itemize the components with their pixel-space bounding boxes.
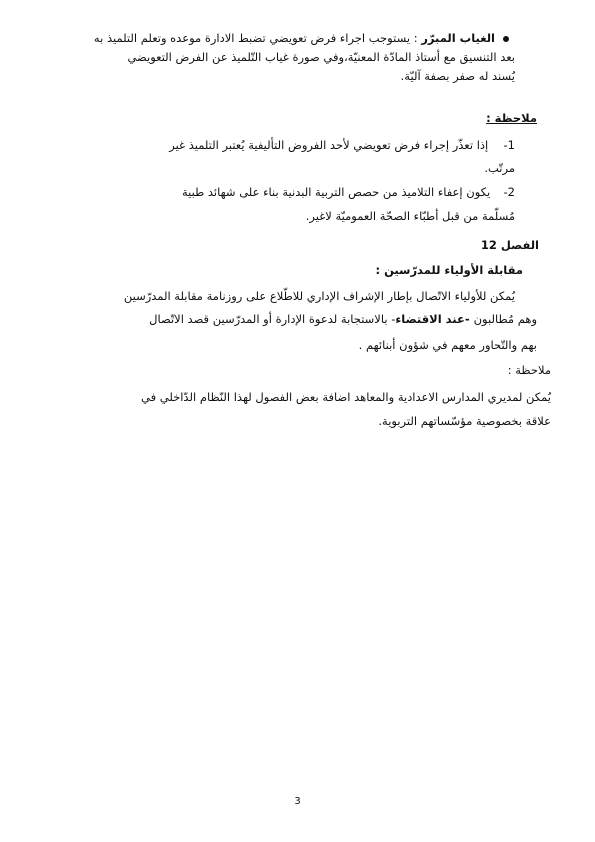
emphasis-when-needed: -عند الاقتضاء: [395, 312, 474, 326]
absence-text-1: يستوجب اجراء فرض تعويضي تضبط الادارة موعده وتعلم التلميذ به: [93, 31, 411, 45]
note1-item-2: [0, 184, 595, 200]
absence-line-3: يُسند له صفر بصفة آليّة.: [400, 69, 515, 83]
note1-item-2-continuation: مُسلّمة من قبل أطبّاء الصحّة العموميّة لاغير.: [305, 209, 515, 223]
absence-line-2: بعد التنسيق مع أستاذ المادّة المعنيّة،وفي صورة غياب التّلميذ عن الفرض التعويضي: [127, 50, 515, 64]
chapter-subtitle: مقابلة الأولياء للمدرّسين :: [375, 263, 523, 277]
note2-line-1: يُمكن لمديري المدارس الاعدادية والمعاهد اضافة بعض الفصول لهذا النّظام الدّاخلي في: [141, 390, 551, 404]
chapter-para-line-2: وهم مُطالبون -عند الاقتضاء- بالاستجابة لدعوة الإدارة أو المدرّسين قصد الاتّصال: [149, 312, 537, 326]
note1-item-1-continuation: مرتّب.: [484, 161, 515, 175]
chapter-para-line-3: بهم والتّحاور معهم في شؤون أبنائهم .: [358, 338, 537, 352]
note-heading-1: ملاحظة :: [486, 111, 537, 125]
note1-item-2-number: 2-: [503, 185, 515, 199]
page-number: 3: [294, 796, 301, 807]
note1-item-1: [0, 137, 595, 153]
note1-item-2-text: يكون إعفاء التلاميذ من حصص التربية البدنية بناء على شهائد طبية: [181, 185, 491, 199]
absence-term: الغياب المبرّر: [421, 31, 495, 45]
chapter-title: الفصل 12: [480, 238, 539, 252]
chapter-para-line-1: يُمكن للأولياء الاتّصال بإطار الإشراف الإداري للاطّلاع على روزنامة مقابلة المدرّسين: [123, 289, 515, 303]
note2-line-2: علاقة بخصوصية مؤسّساتهم التربوية.: [378, 414, 551, 428]
absence-line-1: الغياب المبرّر : يستوجب اجراء فرض تعويضي تضبط الادارة موعده وتعلم التلميذ به: [93, 31, 495, 45]
note-heading-2: ملاحظة :: [507, 363, 551, 377]
note1-item-1-number: 1-: [503, 138, 515, 152]
note1-item-1-text: إذا تعذّر إجراء فرض تعويضي لأحد الفروض التأليفية يُعتبر التلميذ غير: [169, 138, 489, 152]
